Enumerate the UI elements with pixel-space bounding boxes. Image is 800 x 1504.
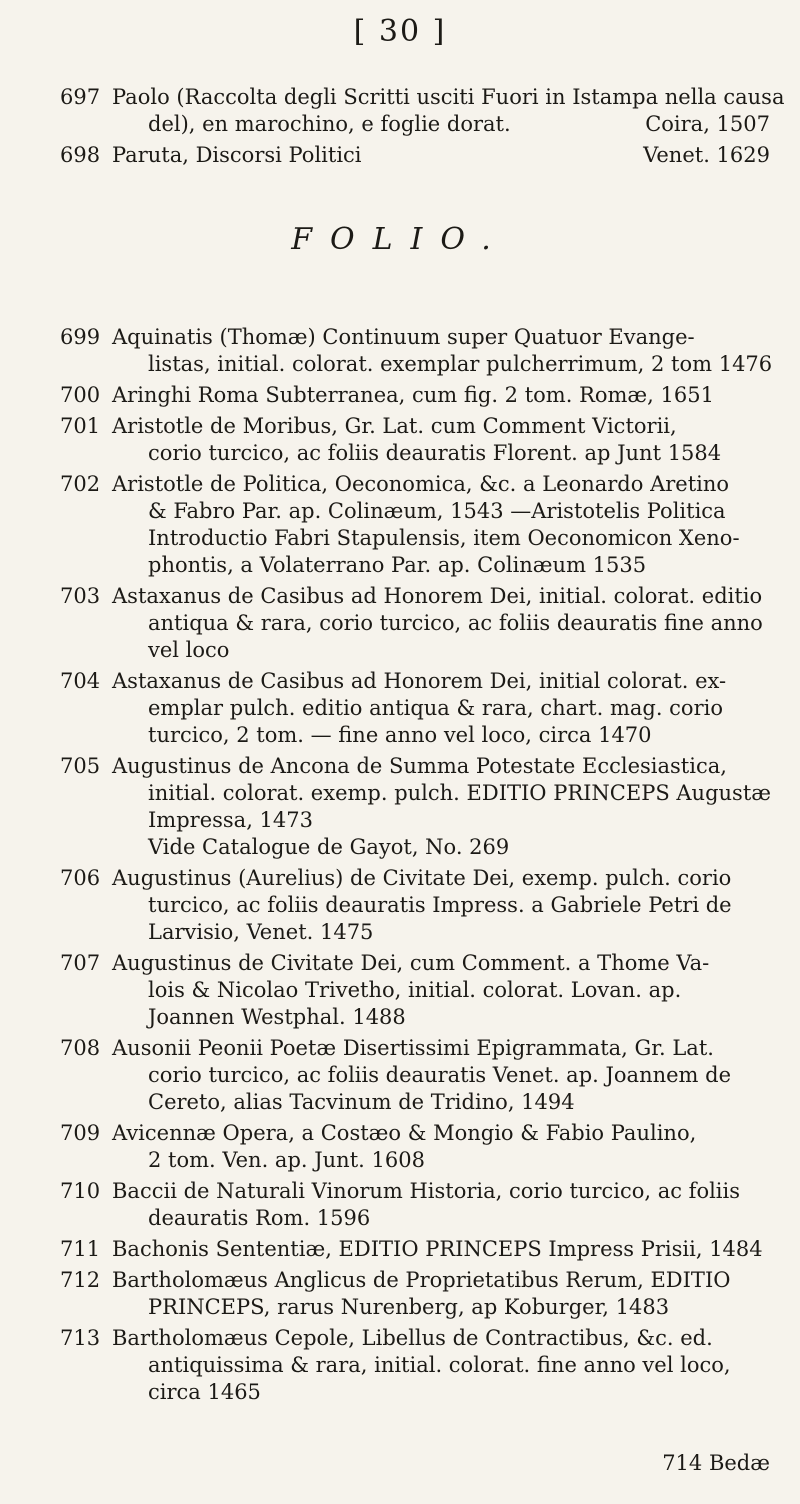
section-heading: FOLIO. [291, 222, 509, 257]
entry-line: Aquinatis (Thomæ) Continuum super Quatuor Evange- [112, 325, 695, 349]
catalogue-entry [60, 1267, 770, 1321]
entry-number: 713 [60, 1326, 101, 1350]
entry-text: Paruta, Discorsi Politici [112, 143, 362, 167]
catalogue-entry [60, 950, 770, 1031]
entry-line: phontis, a Volaterrano Par. ap. Colinæum 1535 [148, 553, 647, 577]
entry-number: 700 [60, 383, 101, 407]
entry-number: 712 [60, 1268, 101, 1292]
entry-number: 708 [60, 1036, 101, 1060]
entry-number: 705 [60, 754, 101, 778]
catalogue-entry [60, 583, 770, 664]
entry-number: 697 [60, 85, 101, 109]
entry-line: antiqua & rara, corio turcico, ac foliis deauratis fine anno [148, 611, 763, 635]
entry-line: Astaxanus de Casibus ad Honorem Dei, initial. colorat. editio [112, 584, 763, 608]
catalogue-entry [60, 1120, 770, 1174]
entry-number: 699 [60, 325, 101, 349]
entry-number: 701 [60, 414, 101, 438]
catalogue-entry [60, 865, 770, 946]
entry-line: PRINCEPS, rarus Nurenberg, ap Koburger, 1483 [148, 1295, 670, 1319]
entry-number: 706 [60, 866, 101, 890]
entry-number: 703 [60, 584, 101, 608]
catchword: 714 Bedæ [662, 1451, 770, 1475]
entry-line: Vide Catalogue de Gayot, No. 269 [148, 835, 510, 859]
entry-line: & Fabro Par. ap. Colinæum, 1543 —Aristotelis Politica [148, 499, 726, 523]
catalogue-entry [60, 1035, 770, 1116]
catalogue-entry [60, 382, 770, 409]
entry-line: Bachonis Sententiæ, EDITIO PRINCEPS Impress Prisii, 1484 [112, 1237, 763, 1261]
catalogue-entry [60, 1325, 770, 1406]
entry-imprint: Venet. 1629 [643, 143, 770, 167]
entry-number: 698 [60, 143, 101, 167]
catalogue-entry [60, 1236, 770, 1263]
catchword-block [60, 1450, 770, 1477]
entry-number: 710 [60, 1179, 101, 1203]
entry-line: Augustinus de Civitate Dei, cum Comment. a Thome Va- [112, 951, 710, 975]
entry-line: Avicennæ Opera, a Costæo & Mongio & Fabio Paulino, [112, 1121, 697, 1145]
entry-line: Aringhi Roma Subterranea, cum fig. 2 tom. Romæ, 1651 [112, 383, 714, 407]
catalogue-entry [60, 324, 773, 378]
entry-line: 2 tom. Ven. ap. Junt. 1608 [148, 1148, 425, 1172]
entry-line: Ausonii Peonii Poetæ Disertissimi Epigrammata, Gr. Lat. [112, 1036, 714, 1060]
catalogue-entry [60, 753, 770, 861]
entry-line: Aristotle de Moribus, Gr. Lat. cum Comment Victorii, [112, 414, 677, 438]
entry-line: Cereto, alias Tacvinum de Tridino, 1494 [148, 1090, 575, 1114]
entry-line: Bartholomæus Cepole, Libellus de Contractibus, &c. ed. [112, 1326, 713, 1350]
entry-line: Paolo (Raccolta degli Scritti usciti Fuori in Istampa nella causa [112, 85, 785, 109]
catalogue-entry [60, 471, 770, 579]
entry-line: Baccii de Naturali Vinorum Historia, corio turcico, ac foliis [112, 1179, 741, 1203]
catalogue-entry [60, 142, 770, 169]
catalogue-entry [60, 84, 785, 138]
entry-line: antiquissima & rara, initial. colorat. fine anno vel loco, [148, 1353, 731, 1377]
entry-number: 707 [60, 951, 101, 975]
entry-line [112, 111, 770, 138]
entry-line: Bartholomæus Anglicus de Proprietatibus Rerum, EDITIO [112, 1268, 731, 1292]
entry-number: 704 [60, 669, 101, 693]
page-number: [ 30 ] [353, 14, 447, 49]
entry-line: Joannen Westphal. 1488 [148, 1005, 406, 1029]
catalogue-entry [60, 413, 770, 467]
catalogue-entry [60, 668, 770, 749]
entry-line [112, 142, 770, 169]
entry-line: emplar pulch. editio antiqua & rara, chart. mag. corio [148, 696, 723, 720]
entry-line: initial. colorat. exemp. pulch. EDITIO PRINCEPS Augustæ [148, 781, 772, 805]
entry-line: corio turcico, ac foliis deauratis Venet. ap. Joannem de [148, 1063, 732, 1087]
entry-number: 709 [60, 1121, 101, 1145]
entry-line: lois & Nicolao Trivetho, initial. colorat. Lovan. ap. [148, 978, 682, 1002]
entry-line: turcico, ac foliis deauratis Impress. a Gabriele Petri de [148, 893, 732, 917]
entry-line: Astaxanus de Casibus ad Honorem Dei, initial colorat. ex- [112, 669, 727, 693]
entry-line: listas, initial. colorat. exemplar pulcherrimum, 2 tom 1476 [148, 352, 773, 376]
entry-imprint: Coira, 1507 [645, 112, 770, 136]
entry-line: deauratis Rom. 1596 [148, 1206, 371, 1230]
catchword-row [60, 1450, 770, 1477]
entry-line: Larvisio, Venet. 1475 [148, 920, 374, 944]
entry-line: Augustinus (Aurelius) de Civitate Dei, exemp. pulch. corio [112, 866, 732, 890]
entry-line: corio turcico, ac foliis deauratis Florent. ap Junt 1584 [148, 441, 722, 465]
entry-line: Impressa, 1473 [148, 808, 313, 832]
entries-main [60, 324, 773, 1406]
entry-line: vel loco [148, 638, 230, 662]
entry-number: 711 [60, 1237, 101, 1261]
entry-line: circa 1465 [148, 1380, 261, 1404]
entry-line: turcico, 2 tom. — fine anno vel loco, circa 1470 [148, 723, 652, 747]
entry-text: del), en marochino, e foglie dorat. [148, 112, 511, 136]
entries-top [60, 84, 785, 169]
catalogue-entry [60, 1178, 770, 1232]
entry-number: 702 [60, 472, 101, 496]
entry-line: Aristotle de Politica, Oeconomica, &c. a Leonardo Aretino [112, 472, 730, 496]
entry-line: Introductio Fabri Stapulensis, item Oeconomicon Xeno- [148, 526, 740, 550]
entry-line: Augustinus de Ancona de Summa Potestate Ecclesiastica, [112, 754, 727, 778]
